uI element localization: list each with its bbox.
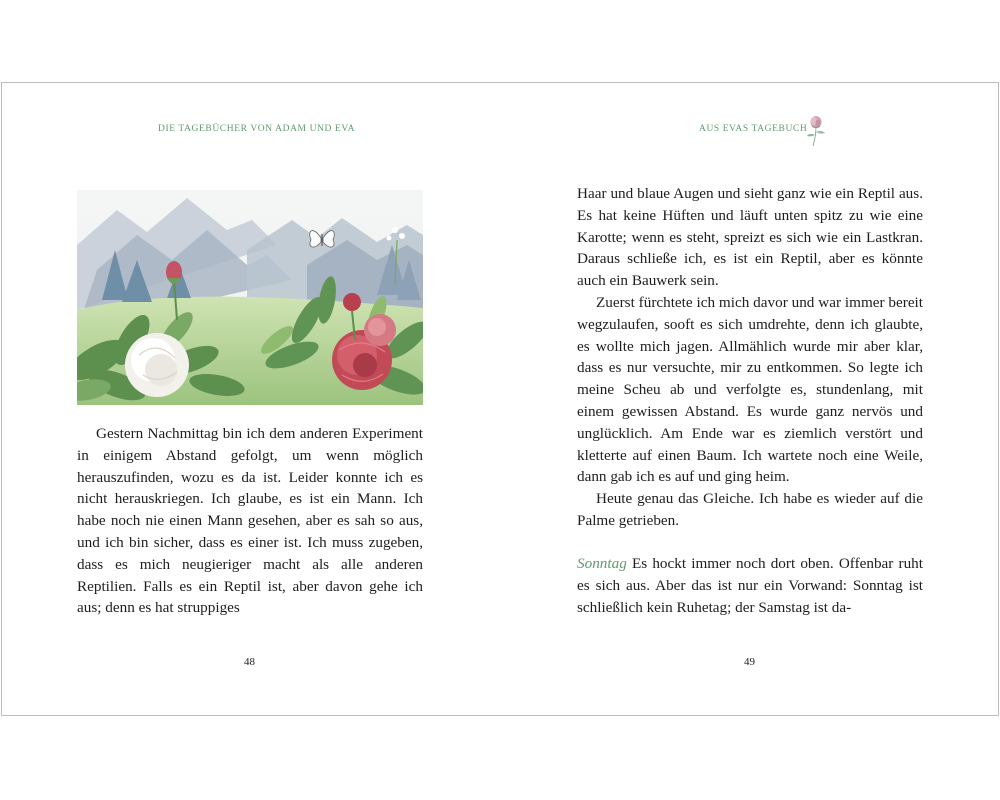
- paragraph: Heute genau das Gleiche. Ich habe es wieder auf die Palme getrieben.: [577, 490, 923, 529]
- entry-day-label: Sonntag: [577, 555, 627, 572]
- entry-text: Es hockt immer noch dort oben. Offenbar ruht es sich aus. Aber das ist nur ein Vorwand: Sonntag ist schließlich kein Ruhetag; der Samstag ist da-: [577, 555, 923, 616]
- page-number-left: 48: [244, 656, 255, 668]
- right-page-text: [577, 183, 923, 532]
- left-page-text: [77, 423, 423, 619]
- running-head-right: AUS EVAS TAGEBUCH: [699, 124, 808, 134]
- paragraph: Zuerst fürchtete ich mich davor und war immer bereit wegzulaufen, sooft es sich umdrehte, denn ich glaubte, es wollte mich jagen. Allmählich wurde mir aber klar, dass es nur versuchte, mir zu entkommen. So legte ich meine Scheu ab und verfolgte es, stundenlang, mit einem gewissen Abstand. Es wurde ganz nervös und unglücklich. Am Ende war es ziemlich verstört und kletterte auf einen Baum. Ich wartete noch eine Weile, dann gab ich es auf und ging heim.: [577, 293, 923, 486]
- paragraph: Gestern Nachmittag bin ich dem anderen Experiment in einigem Abstand gefolgt, um wenn möglich herauszufinden, wozu es da ist. Leider konnte ich es nicht herauskriegen. Ich glaube, es ist ein Mann. Ich habe noch nie einen Mann gesehen, aber es sah so aus, und ich bin sicher, dass es einer ist. Ich muss zugeben, dass es mich neugieriger macht als alle anderen Reptilien. Falls es ein Reptil ist, aber davon gehe ich aus; denn es hat struppiges: [77, 425, 423, 617]
- running-head-left: DIE TAGEBÜCHER VON ADAM UND EVA: [158, 124, 356, 134]
- paragraph: Haar und blaue Augen und sieht ganz wie ein Reptil aus. Es hat keine Hüften und läuft unten spitz zu wie eine Karotte; wenn es steht, spreizt es sich wie ein Lastkran. Daraus schließe ich, es ist ein Reptil, aber es könnte auch ein Bauwerk sein.: [577, 185, 923, 290]
- flower-ornament-icon: [805, 113, 827, 147]
- botanical-illustration: [77, 190, 423, 405]
- page-number-right: 49: [744, 656, 755, 668]
- diary-entry: [577, 553, 923, 618]
- diary-entry-paragraph: [577, 553, 923, 618]
